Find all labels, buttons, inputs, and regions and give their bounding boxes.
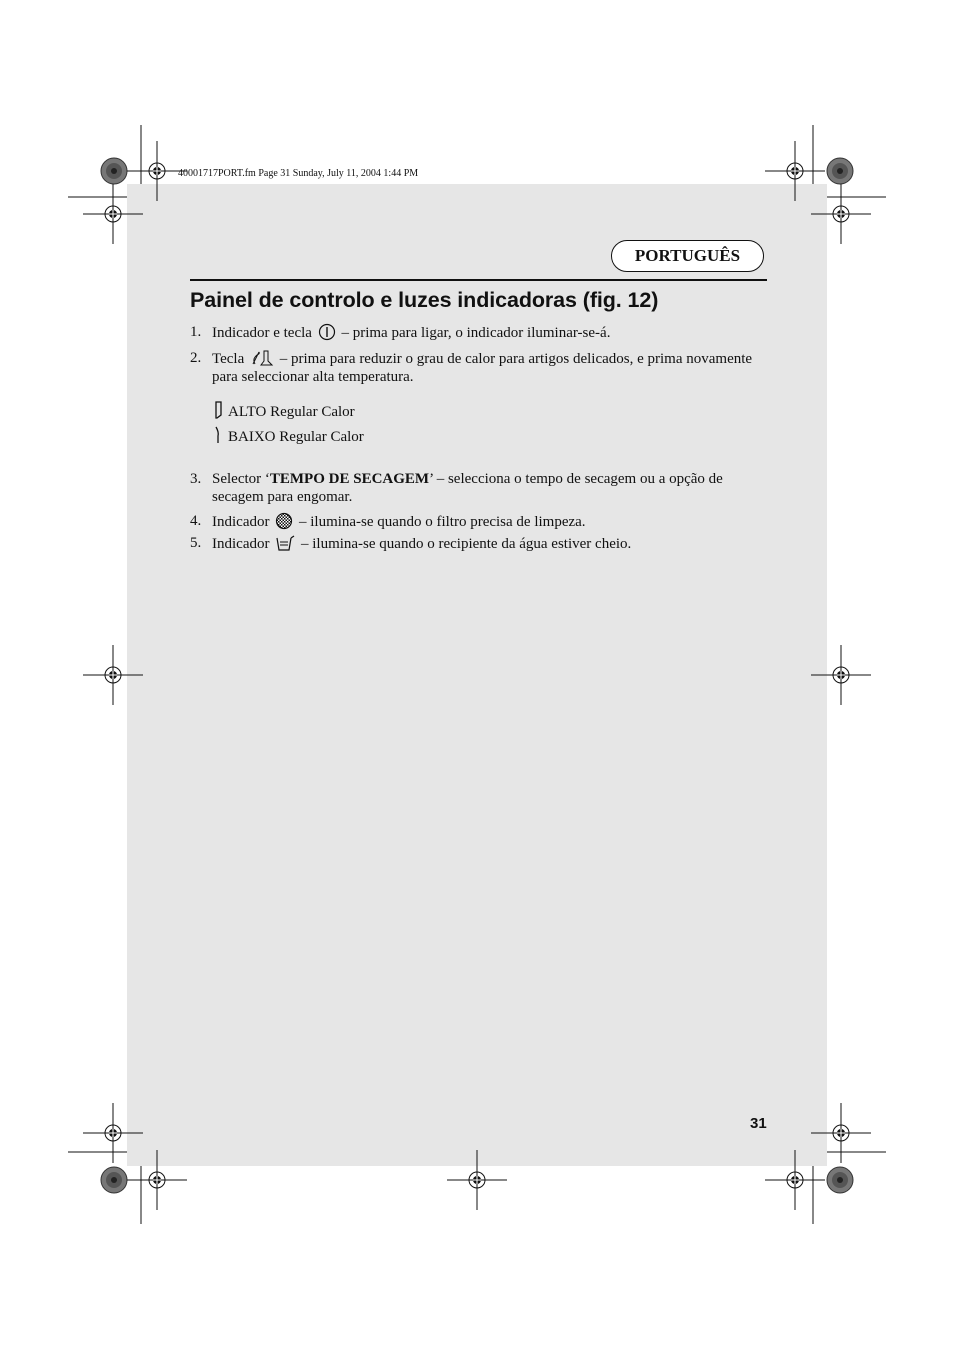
page-number: 31 [750,1115,767,1132]
item-text: Selector ‘ [212,471,270,487]
low-heat-icon [210,426,228,444]
heat-option-label: ALTO Regular Calor [228,404,355,420]
item-text: – prima para ligar, o indicador iluminar-se-á. [341,325,611,341]
item-text: ’ – selecciona o tempo de secagem ou a opção de secagem para engomar. [212,471,723,505]
item-text: – prima para reduzir o grau de calor para artigos delicados, e prima novamente para seleccionar alta temperatura. [212,351,753,385]
item-bold-text: TEMPO DE SECAGEM [269,471,430,487]
item-number: 3. [190,471,202,487]
item-number: 1. [190,324,202,340]
title-rule [190,279,767,281]
item-text: – ilumina-se quando o recipiente da água estiver cheio. [300,536,632,552]
page-title: Painel de controlo e luzes indicadoras (fig. 12) [190,288,659,312]
item-text: Indicador [212,536,270,552]
filter-icon [275,512,293,530]
item-text: Indicador e tecla [212,325,312,341]
item-text: Tecla [212,351,245,367]
file-slug: 40001717PORT.fm Page 31 Sunday, July 11, 2004 1:44 PM [178,168,419,179]
heat-option-low [210,426,364,446]
item-number: 5. [190,535,202,551]
heat-option-label: BAIXO Regular Calor [228,429,364,445]
high-heat-icon [210,401,228,419]
language-badge: PORTUGUÊS [611,240,764,272]
heat-option-high [210,401,355,421]
water-container-icon [275,534,295,552]
item-number: 2. [190,350,202,366]
power-icon [318,323,336,341]
heat-select-icon [250,349,274,367]
item-text: Indicador [212,514,270,530]
item-number: 4. [190,513,202,529]
item-text: – ilumina-se quando o filtro precisa de limpeza. [298,514,586,530]
